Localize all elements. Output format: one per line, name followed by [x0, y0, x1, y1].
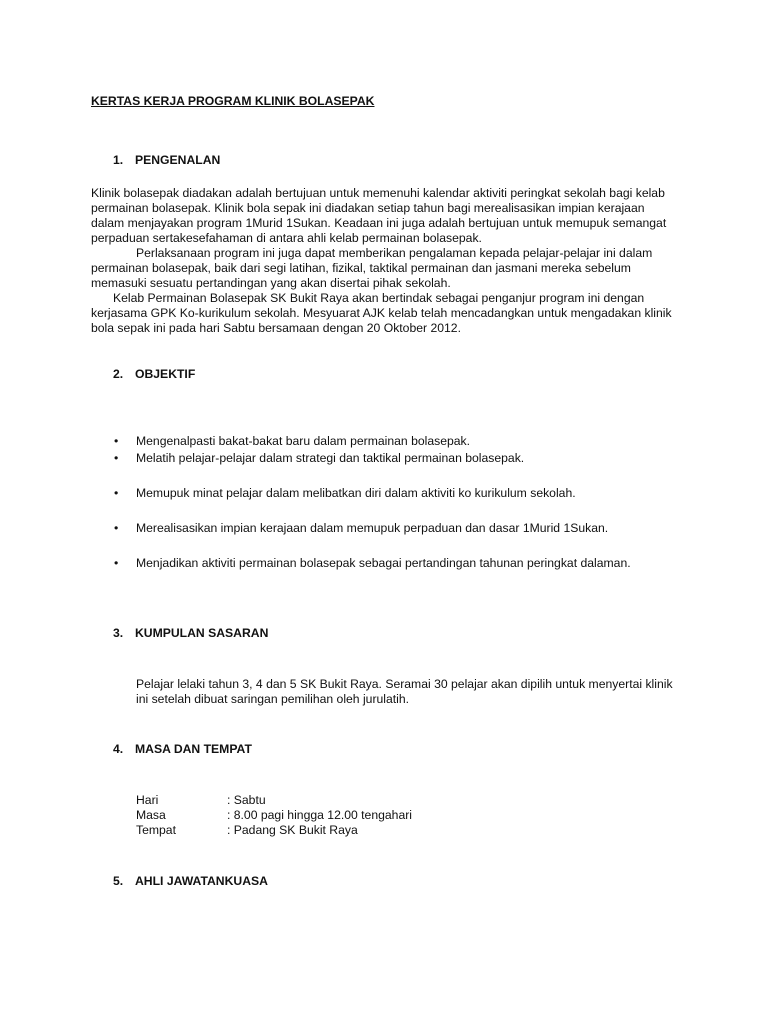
kumpulan-sasaran-line: Pelajar lelaki tahun 3, 4 dan 5 SK Bukit Raya. Seramai 30 pelajar akan dipilih untuk menyertai klinik: [136, 677, 673, 691]
section-number: 3.: [113, 626, 124, 640]
section-title: MASA DAN TEMPAT: [135, 742, 252, 756]
bullet-text: Mengenalpasti bakat-bakat baru dalam permainan bolasepak.: [136, 434, 471, 448]
section-title: KUMPULAN SASARAN: [135, 626, 269, 640]
bullet-icon: •: [114, 451, 119, 465]
bullet-text: Menjadikan aktiviti permainan bolasepak sebagai pertandingan tahunan peringkat dalaman.: [136, 556, 631, 570]
kumpulan-sasaran-line: ini setelah dibuat saringan pemilihan oleh jurulatih.: [136, 692, 410, 706]
pengenalan-line: permainan bolasepak. Klinik bola sepak ini diadakan setiap tahun bagi merealisasikan impian kerajaan: [91, 201, 645, 215]
document-title: KERTAS KERJA PROGRAM KLINIK BOLASEPAK: [91, 94, 375, 108]
section-title: OBJEKTIF: [135, 367, 196, 381]
field-label-hari: Hari: [136, 793, 159, 807]
section-title: PENGENALAN: [135, 153, 221, 167]
pengenalan-line: kerjasama GPK Ko-kurikulum sekolah. Mesyuarat AJK kelab telah mencadangkan untuk mengadakan klinik: [91, 306, 672, 320]
field-label-tempat: Tempat: [136, 823, 176, 837]
pengenalan-line: Perlaksanaan program ini juga dapat memberikan pengalaman kepada pelajar-pelajar ini dalam: [136, 246, 653, 260]
section-number: 2.: [113, 367, 124, 381]
pengenalan-line: dalam menjayakan program 1Murid 1Sukan. Keadaan ini juga adalah bertujuan untuk memupuk semangat: [91, 216, 667, 230]
pengenalan-line: bola sepak ini pada hari Sabtu bersamaan dengan 20 Oktober 2012.: [91, 321, 461, 335]
bullet-icon: •: [114, 556, 119, 570]
field-value-masa: : 8.00 pagi hingga 12.00 tengahari: [227, 808, 412, 822]
pengenalan-line: Klinik bolasepak diadakan adalah bertujuan untuk memenuhi kalendar aktiviti peringkat sekolah bagi kelab: [91, 186, 665, 200]
bullet-icon: •: [114, 434, 119, 448]
field-value-tempat: : Padang SK Bukit Raya: [227, 823, 358, 837]
pengenalan-line: permainan bolasepak, baik dari segi latihan, fizikal, taktikal permainan dan jasmani mereka sebelum: [91, 261, 631, 275]
bullet-text: Melatih pelajar-pelajar dalam strategi dan taktikal permainan bolasepak.: [136, 451, 525, 465]
bullet-icon: •: [114, 521, 119, 535]
section-number: 4.: [113, 742, 124, 756]
pengenalan-line: Kelab Permainan Bolasepak SK Bukit Raya akan bertindak sebagai penganjur program ini dengan: [113, 291, 645, 305]
section-number: 5.: [113, 874, 124, 888]
bullet-text: Memupuk minat pelajar dalam melibatkan diri dalam aktiviti ko kurikulum sekolah.: [136, 486, 576, 500]
bullet-text: Merealisasikan impian kerajaan dalam memupuk perpaduan dan dasar 1Murid 1Sukan.: [136, 521, 609, 535]
pengenalan-line: memasuki sesuatu pertandingan yang akan disertai pihak sekolah.: [91, 276, 451, 290]
bullet-icon: •: [114, 486, 119, 500]
section-title: AHLI JAWATANKUASA: [135, 874, 268, 888]
pengenalan-line: perpaduan sertakesefahaman di antara ahli kelab permainan bolasepak.: [91, 231, 482, 245]
field-value-hari: : Sabtu: [227, 793, 266, 807]
section-number: 1.: [113, 153, 124, 167]
field-label-masa: Masa: [136, 808, 166, 822]
